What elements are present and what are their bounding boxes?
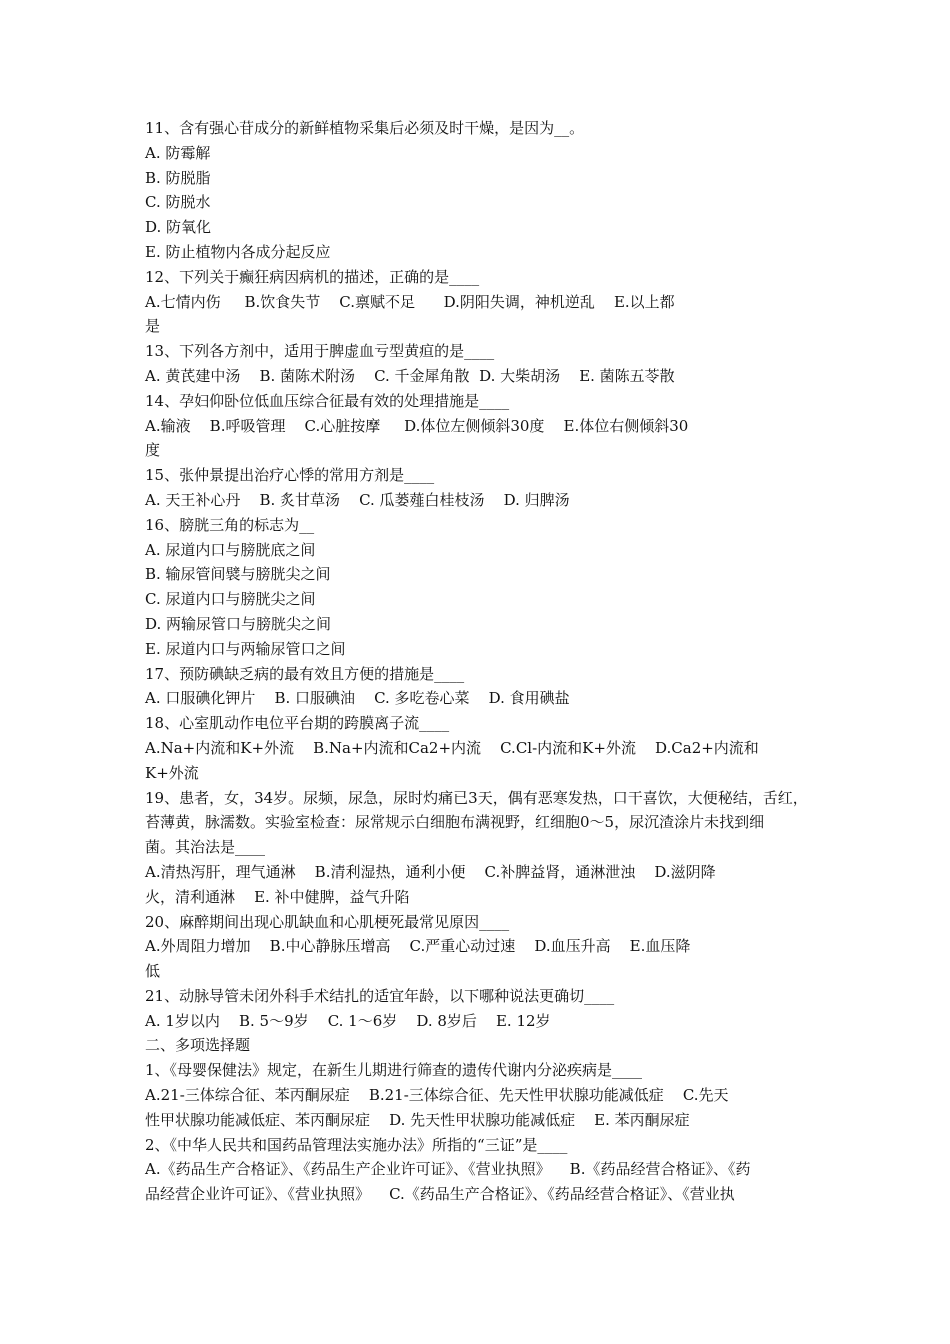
text-line: 16、膀胱三角的标志为__: [145, 515, 315, 534]
text-line: B. 输尿管间襞与膀胱尖之间: [145, 565, 331, 584]
text-line: 17、预防碘缺乏病的最有效且方便的措施是____: [145, 664, 465, 683]
text-line: 低: [145, 962, 161, 981]
text-line: 度: [145, 441, 161, 460]
text-line: 是: [145, 317, 161, 336]
text-line: 21、动脉导管未闭外科手术结扎的适宜年龄，以下哪种说法更确切____: [145, 986, 615, 1005]
text-line: 15、张仲景提出治疗心悸的常用方剂是____: [145, 466, 435, 485]
text-line: A. 黄芪建中汤 B. 菌陈术附汤 C. 千金犀角散 D. 大柴胡汤 E. 菌陈五苓散: [145, 366, 675, 385]
text-line: 品经营企业许可证》、《营业执照》 C.《药品生产合格证》、《药品经营合格证》、《营业执: [145, 1185, 735, 1204]
text-line: A.外周阻力增加 B.中心静脉压增高 C.严重心动过速 D.血压升高 E.血压降: [145, 937, 691, 956]
text-line: A. 口服碘化钾片 B. 口服碘油 C. 多吃卷心菜 D. 食用碘盐: [145, 689, 570, 708]
text-line: E. 尿道内口与两输尿管口之间: [145, 639, 346, 658]
text-line: 苔薄黄，脉濡数。实验室检查：尿常规示白细胞布满视野，红细胞0～5，尿沉渣涂片未找到细: [145, 813, 765, 832]
text-line: K+外流: [145, 763, 199, 782]
text-line: A.清热泻肝，理气通淋 B.清利湿热，通利小便 C.补脾益肾，通淋泄浊 D.滋阴降: [145, 862, 716, 881]
text-line: A. 防霉解: [145, 143, 211, 162]
text-line: 12、下列关于癫狂病因病机的描述，正确的是____: [145, 267, 480, 286]
text-line: 20、麻醉期间出现心肌缺血和心肌梗死最常见原因____: [145, 912, 510, 931]
text-line: 性甲状腺功能减低症、苯丙酮尿症 D. 先天性甲状腺功能减低症 E. 苯丙酮尿症: [145, 1110, 690, 1129]
text-line: A.《药品生产合格证》、《药品生产企业许可证》、《营业执照》 B.《药品经营合格证》、《药: [145, 1160, 751, 1179]
text-line: 11、含有强心苷成分的新鲜植物采集后必须及时干燥，是因为__。: [145, 119, 585, 137]
text-line: C. 防脱水: [145, 193, 211, 212]
text-line: 2、《中华人民共和国药品管理法实施办法》所指的“三证”是____: [145, 1135, 568, 1154]
text-line: D. 两输尿管口与膀胱尖之间: [145, 614, 332, 633]
text-line: D. 防氧化: [145, 218, 212, 237]
text-line: 13、下列各方剂中，适用于脾虚血亏型黄疸的是____: [145, 342, 495, 361]
text-line: 火，清利通淋 E. 补中健脾，益气升陷: [145, 887, 410, 906]
document-body: [145, 116, 810, 1207]
text-line: 18、心室肌动作电位平台期的跨膜离子流____: [145, 714, 450, 733]
text-line: A.21-三体综合征、苯丙酮尿症 B.21-三体综合征、先天性甲状腺功能减低症 C.先天: [145, 1086, 729, 1105]
text-line: 1、《母婴保健法》规定，在新生儿期进行筛查的遗传代谢内分泌疾病是____: [145, 1061, 643, 1080]
text-line: A.七情内伤 B.饮食失节 C.禀赋不足 D.阴阳失调，神机逆乱 E.以上都: [145, 292, 675, 311]
text-line: A.输液 B.呼吸管理 C.心脏按摩 D.体位左侧倾斜30度 E.体位右侧倾斜30: [145, 416, 689, 435]
text-line: 14、孕妇仰卧位低血压综合征最有效的处理措施是____: [145, 391, 510, 410]
text-line: A.Na+内流和K+外流 B.Na+内流和Ca2+内流 C.Cl-内流和K+外流 D.Ca2+内流和: [145, 738, 759, 757]
text-line: B. 防脱脂: [145, 168, 211, 187]
text-line: E. 防止植物内各成分起反应: [145, 242, 331, 261]
text-line: C. 尿道内口与膀胱尖之间: [145, 590, 316, 609]
text-line: 菌。其治法是____: [145, 838, 266, 857]
text-line: 二、多项选择题: [145, 1036, 251, 1055]
text-line: A. 1岁以内 B. 5～9岁 C. 1～6岁 D. 8岁后 E. 12岁: [145, 1011, 551, 1030]
text-line: 19、患者，女，34岁。尿频，尿急，尿时灼痛已3天，偶有恶寒发热，口干喜饮，大便秘结，舌红，: [145, 788, 808, 807]
text-line: A. 天王补心丹 B. 炙甘草汤 C. 瓜蒌薤白桂枝汤 D. 归脾汤: [145, 490, 570, 509]
text-line: A. 尿道内口与膀胱底之间: [145, 540, 316, 559]
